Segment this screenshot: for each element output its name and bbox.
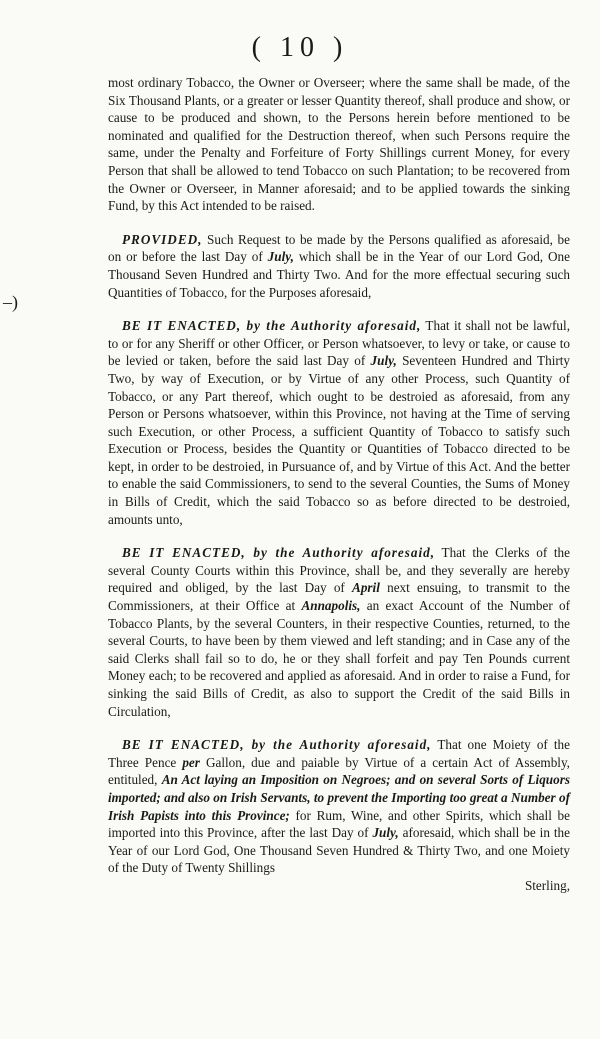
paragraph-3-lead: BE IT ENACTED, by the Authority aforesaid, (122, 318, 422, 334)
paragraph-4-month: April (352, 580, 380, 596)
paragraph-5-lead: BE IT ENACTED, by the Authority aforesaid, (122, 737, 432, 753)
paragraph-4-text-a: That the Clerks of the several County Courts within this Province, shall be, and they severally are hereby required and obliged, by the last Day of (108, 545, 570, 596)
paragraph-5-text-c: for Rum, Wine, and other Spirits, which shall be imported into this Province, after the last Day of (108, 807, 571, 841)
paragraph-5-month: July, (372, 825, 399, 841)
paragraph-5-text-a: That one Moiety of the Three Pence (108, 737, 570, 770)
paragraph-4-text-c: an exact Account of the Number of Tobacco Plants, by the several Counters, in their respective Counties, returned, to the several Courts, to have been by them viewed and left standing; and in Case any of the said Clerks shall fail so to do, he or they shall forfeit and pay Ten Pounds current Money each; to be recovered and applied as aforesaid. And in order to raise a Fund, for sinking the said Bills of Credit, as also to support the Credit of the said Bills in Circulation, (108, 598, 570, 719)
margin-mark: –) (3, 292, 18, 312)
paragraph-3-text-a: That it shall not be lawful, to or for any Sheriff or other Officer, or Person whatsoever, to levy or take, or cause to be levied or taken, before the said last Day of (108, 318, 570, 369)
paragraph-2 (108, 231, 570, 301)
paragraph-3-month: July, (370, 353, 397, 369)
paragraph-2-month: July, (267, 249, 294, 265)
paragraph-2-text-a: Such Request to be made by the Persons qualified as aforesaid, be on or before the last Day of (108, 231, 570, 265)
paragraph-5-act-title: An Act laying an Imposition on Negroes; and on several Sorts of Liquors imported; and also on Irish Servants, to prevent the Importing too great a Number of Irish Papists into this Province; (108, 772, 570, 823)
catchword: Sterling, (524, 877, 570, 893)
paragraph-5 (108, 736, 570, 877)
paragraph-2-lead: PROVIDED, (122, 231, 203, 247)
paragraph-5-per: per (182, 754, 200, 770)
page-number: ( 10 ) (251, 32, 349, 63)
paragraph-1-text: most ordinary Tobacco, the Owner or Overseer; where the same shall be made, of the Six Thousand Plants, or a greater or lesser Quantity thereof, shall produce and show, or cause to be produced and shown, to the Persons herein before mentioned to be nominated and qualified for the Destruction thereof, when such Persons require the same, under the Penalty and Forfeiture of Forty Shillings current Money, for every Person that shall be allowed to tend Tobacco on such Plantation; to be recovered from the Owner or Overseer, in Manner aforesaid; and to be applied towards the sinking Fund, by this Act intended to be raised. (108, 75, 570, 214)
paragraph-4 (108, 544, 570, 720)
paragraph-5-text-d: aforesaid, which shall be in the Year of our Lord God, One Thousand Seven Hundred & Thirty Two, and one Moiety of the Duty of Twenty Shillings (108, 825, 570, 876)
paragraph-4-text-b: next ensuing, to transmit to the Commissioners, at their Office at (108, 580, 570, 614)
paragraph-2-text-b: which shall be in the Year of our Lord God, One Thousand Seven Hundred and Thirty Two. And for the more effectual securing such Quantities of Tobacco, for the Purposes aforesaid, (108, 249, 570, 300)
paragraph-3 (108, 317, 570, 528)
paragraph-4-lead: BE IT ENACTED, by the Authority aforesaid, (122, 545, 436, 561)
document-body (108, 74, 570, 895)
paragraph-3-text-b: Seventeen Hundred and Thirty Two, by way of Execution, or by Virtue of any other Process, such Quantity of Tobacco, or any Part thereof, which ought to be destroied as aforesaid, from any Person or Persons whatsoever, within this Province, not having at the Time of serving such Execution, or other Process, a sufficient Quantity of Tobacco to satisfy such Execution or Process, besides the Quantity or Quantities of Tobacco directed to be kept, in order to be destroied, in Pursuance of, and by Virtue of this Act. And the better to enable the said Commissioners, to send to the several Counties, the Sums of Money in Bills of Credit, which the said Tobacco so as before directed to be destroied, amounts unto, (108, 353, 571, 527)
paragraph-1 (108, 74, 570, 215)
paragraph-5-text-b: Gallon, due and paiable by Virtue of a certain Act of Assembly, entituled, (108, 754, 570, 788)
paragraph-4-place: Annapolis, (301, 598, 361, 614)
